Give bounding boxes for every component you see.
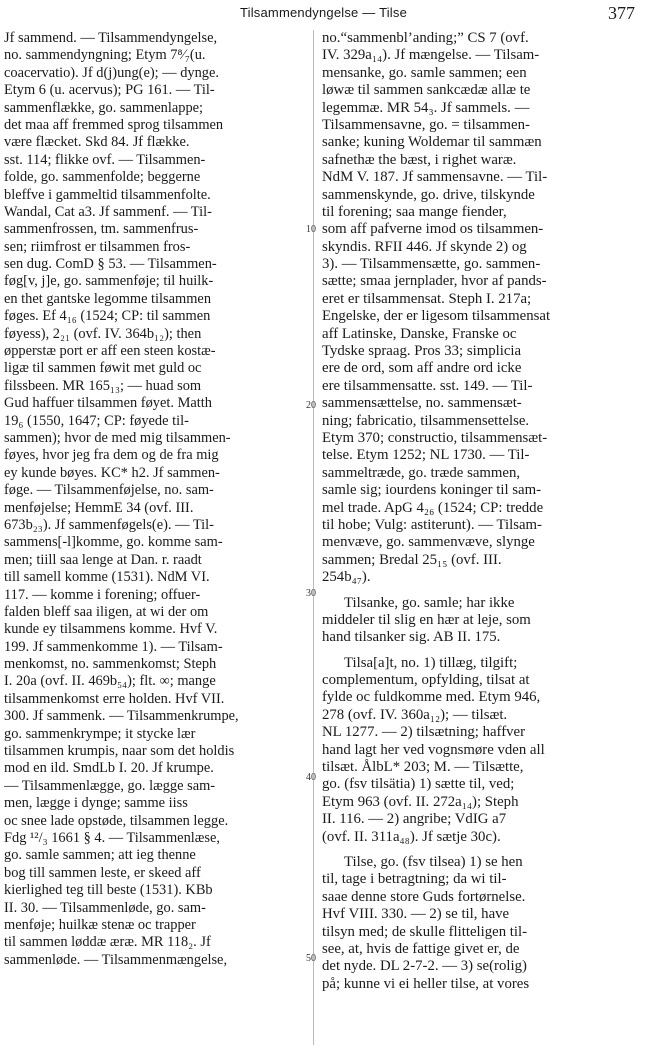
running-head: Tilsammendyngelse — Tilse — [239, 5, 408, 20]
entry-gap — [322, 647, 640, 655]
page-header — [0, 3, 647, 25]
text-line: 278 (ovf. IV. 360a₁₂); — tilsæt. — [322, 706, 508, 723]
left-column — [4, 30, 307, 969]
text-line: det nyde. DL 2-7-2. — 3) se(rolig) — [322, 958, 527, 975]
line-number-20: 20 — [306, 400, 316, 411]
text-line: Tilse, go. (fsv tilsea) 1) se hen — [344, 853, 523, 870]
text-line: IV. 329a₁₄). Jf mængelse. — Tilsam- — [322, 47, 540, 64]
text-line: complementum, opfylding, tilsat at — [322, 672, 530, 689]
text-line: no.“sammenbl’anding;” CS 7 (ovf. — [322, 30, 529, 46]
column-divider — [313, 30, 314, 1045]
text-line: see, at, hvis de fattige givet er, de — [322, 940, 520, 957]
text-line: legemmæ. MR 54₃. Jf sammels. — — [322, 99, 530, 116]
text-line: kunde ey tilsammens komme. Hvf V. — [4, 621, 218, 638]
text-line: saae denne store Guds fortørnelse. — [322, 888, 526, 905]
text-line: go. sammenkrympe; it stycke lær — [4, 725, 196, 742]
text-line: menføjelse; HemmE 34 (ovf. III. — [4, 499, 194, 516]
text-line: sammeltræde, go. træde sammen, — [322, 464, 521, 481]
text-line: eret er tilsammensat. Steph I. 217a; — [322, 290, 532, 307]
text-line: ligæ til sammen føwit met guld oc — [4, 360, 202, 377]
text-line: I. 20a (ovf. II. 469b₅₄); flt. ∞; mange — [4, 673, 216, 690]
text-line: ey kunde bøyes. KC* h2. Jf sammen- — [4, 464, 220, 481]
line-number-10: 10 — [306, 224, 316, 235]
text-line: sammensættelse, no. sammensæt- — [322, 395, 522, 412]
text-line: sammenskynde, go. drive, tilskynde — [322, 186, 535, 203]
text-line: tilsammen krumpis, naar som det holdis — [4, 743, 235, 760]
text-line: sætte; smaa jernplader, hvor af pands- — [322, 273, 547, 290]
text-line: bleffve i gammeltid tilsammenfolte. — [4, 186, 211, 203]
text-line: go. samle sammen; att ieg thenne — [4, 847, 196, 864]
text-line: som aff pafverne imod os tilsammen- — [322, 221, 544, 238]
text-line: ning; fabricatio, tilsammensettelse. — [322, 412, 530, 429]
text-line: mod en ild. SmdLb I. 20. Jf krumpe. — [4, 760, 214, 777]
text-line: ere tilsammensatte. sst. 149. — Til- — [322, 377, 533, 394]
text-line: sst. 114; flikke ovf. — Tilsammen- — [4, 151, 206, 168]
text-line: samle sig; iourdens koninger til sam- — [322, 482, 542, 499]
text-line: føge. — Tilsammenføjelse, no. sam- — [4, 482, 214, 499]
text-line: til forening; saa mange fiender, — [322, 203, 507, 220]
text-line: folde, go. sammenfolde; beggerne — [4, 169, 201, 186]
text-line: Etym 370; constructio, tilsammensæt- — [322, 429, 548, 446]
text-line: mel trade. ApG 4₂₆ (1524; CP: tredde — [322, 499, 544, 516]
text-line: menvæve, go. sammenvæve, slynge — [322, 534, 535, 551]
text-line: Engelske, der er ligesom tilsammensat — [322, 308, 551, 325]
text-line: en thet gantske legomme tilsammen — [4, 290, 212, 307]
text-line: menkomst, no. sammenkomst; Steph — [4, 656, 217, 673]
text-line: mensanke, go. samle sammen; een — [322, 64, 527, 81]
text-line: være flæcket. Skd 84. Jf flække. — [4, 134, 190, 151]
text-line: go. (fsv tilsätia) 1) sætte til, ved; — [322, 776, 515, 793]
text-line: safnethæ the bæst, i righet waræ. — [322, 151, 517, 168]
text-line: Tilsa[a]t, no. 1) tillæg, tilgift; — [344, 654, 518, 671]
text-line: tilsyn med; de skulle flitteligen til- — [322, 923, 528, 940]
entry-gap — [322, 587, 640, 595]
text-line: til, tage i betragtning; da wi til- — [322, 871, 507, 888]
text-line: Etym 963 (ovf. II. 272a₁₄); Steph — [322, 793, 519, 810]
text-line: Fdg ¹²/₃ 1661 § 4. — Tilsammenlæse, — [4, 829, 220, 846]
text-line: Jf sammend. — Tilsammendyngelse, — [4, 30, 218, 46]
text-line: 3). — Tilsammensætte, go. sammen- — [322, 256, 541, 273]
text-line: Tilsammensavne, go. = tilsammen- — [322, 116, 530, 133]
text-line: sammen); hvor de med mig tilsammen- — [4, 429, 231, 446]
line-number-50: 50 — [306, 953, 316, 964]
text-line: sanke; kuning Woldemar til sammæn — [322, 134, 542, 151]
text-line: 300. Jf sammenk. — Tilsammenkrumpe, — [4, 708, 239, 725]
text-line: sammenflække, go. sammenlappe; — [4, 99, 204, 116]
entry-gap — [322, 846, 640, 854]
text-line: Etym 6 (u. acervus); PG 161. — Til- — [4, 82, 215, 99]
text-line: oc snee lade opstøde, tilsammen legge. — [4, 812, 229, 829]
right-column — [322, 30, 640, 993]
text-line: Hvf VIII. 330. — 2) se til, have — [322, 906, 510, 923]
text-line: bog till sammen leste, er skeed aff — [4, 864, 201, 881]
text-line: NdM V. 187. Jf sammensavne. — Til- — [322, 169, 548, 186]
text-line: NL 1277. — 2) tilsætning; haffver — [322, 724, 526, 741]
text-line: fylde oc fuldkomme med. Etym 946, — [322, 689, 541, 706]
text-line: løwæ til sammen sankcædæ allæ te — [322, 82, 531, 99]
text-line: 19₆ (1550, 1647; CP: føyede til- — [4, 412, 189, 429]
text-line: — Tilsammenlægge, go. lægge sam- — [4, 777, 216, 794]
text-line: sen; riimfrost er tilsammen fros- — [4, 238, 191, 255]
text-line: tilsammenkomst erre holden. Hvf VII. — [4, 690, 225, 707]
text-line: hand tilsanker sig. AB II. 175. — [322, 629, 501, 646]
text-line: middeler til slig en hær at leje, som — [322, 611, 531, 628]
text-line: telse. Etym 1252; NL 1730. — Til- — [322, 447, 530, 464]
text-line: sen dug. ComD § 53. — Tilsammen- — [4, 256, 217, 273]
text-line: 117. — komme i forening; offuer- — [4, 586, 201, 603]
text-line: føyess), 2₂₁ (ovf. IV. 364b₁₂); then — [4, 325, 202, 342]
text-line: tilsæt. ÅlbL* 203; M. — Tilsætte, — [322, 759, 524, 776]
text-line: 199. Jf sammenkomme 1). — Tilsam- — [4, 638, 223, 655]
text-line: til hobe; Vulg: astiterunt). — Tilsam- — [322, 516, 542, 533]
text-line: Gud haffuer tilsammen føyet. Matth — [4, 395, 212, 412]
text-line: sammenløde. — Tilsammenmængelse, — [4, 951, 228, 968]
text-line: 673b₂₃). Jf sammenføgels(e). — Til- — [4, 516, 214, 533]
text-line: menføje; huilkæ stenæ oc trapper — [4, 916, 196, 933]
text-line: II. 30. — Tilsammenløde, go. sam- — [4, 899, 206, 916]
text-line: 254b₄₇). — [322, 569, 371, 586]
text-line: ere de ord, som aff andre ord icke — [322, 360, 522, 377]
text-line: sammen; Bredal 25₁₅ (ovf. III. — [322, 551, 502, 568]
text-line: (ovf. II. 311a₄₈). Jf sætje 30c). — [322, 828, 501, 845]
page-number: 377 — [608, 3, 635, 23]
text-line: sammens[-l]komme, go. komme sam- — [4, 534, 223, 551]
text-line: filssbeen. MR 165₁₃; — huad som — [4, 377, 202, 394]
text-line: Tydske spraag. Pros 33; simplicia — [322, 343, 522, 360]
text-line: øpperstæ port er aff een steen kostæ- — [4, 343, 216, 360]
text-line: no. sammendyngning; Etym 7⁸⁄₇(u. — [4, 47, 206, 64]
text-line: føges. Ef 4₁₆ (1524; CP: til sammen — [4, 308, 211, 325]
text-line: på; kunne vi ei heller tilse, at vores — [322, 975, 530, 992]
text-line: det maa aff fremmed sprog tilsammen — [4, 116, 224, 133]
text-line: falden bleff saa iligen, at wi der om — [4, 603, 209, 620]
text-line: Wandal, Cat a3. Jf sammenf. — Til- — [4, 203, 212, 220]
text-line: aff Latinske, Danske, Franske oc — [322, 325, 517, 342]
text-line: hand lagt her ved vognsmøre vden all — [322, 741, 545, 758]
line-number-30: 30 — [306, 588, 316, 599]
text-line: II. 116. — 2) angribe; VdIG a7 — [322, 811, 507, 828]
text-line: men, lægge i dynge; samme iiss — [4, 795, 188, 812]
text-line: Tilsanke, go. samle; har ikke — [344, 594, 515, 611]
text-line: sammenfrossen, tm. sammenfrus- — [4, 221, 199, 238]
text-line: kierlighed teg till beste (1531). KBb — [4, 882, 213, 899]
text-line: till samell komme (1531). NdM VI. — [4, 569, 210, 586]
text-line: føg[v, j]e, go. sammenføje; til huilk- — [4, 273, 214, 290]
text-line: men; tiill saa lenge at Dan. r. raadt — [4, 551, 202, 568]
text-line: til sammen løddæ æræ. MR 118₂. Jf — [4, 934, 211, 951]
text-line: coacervatio). Jf d(j)ung(e); — dynge. — [4, 64, 219, 81]
text-line: føyes, hvor jeg fra dem og de fra mig — [4, 447, 219, 464]
text-line: skyndis. RFII 446. Jf skynde 2) og — [322, 238, 527, 255]
line-number-40: 40 — [306, 772, 316, 783]
